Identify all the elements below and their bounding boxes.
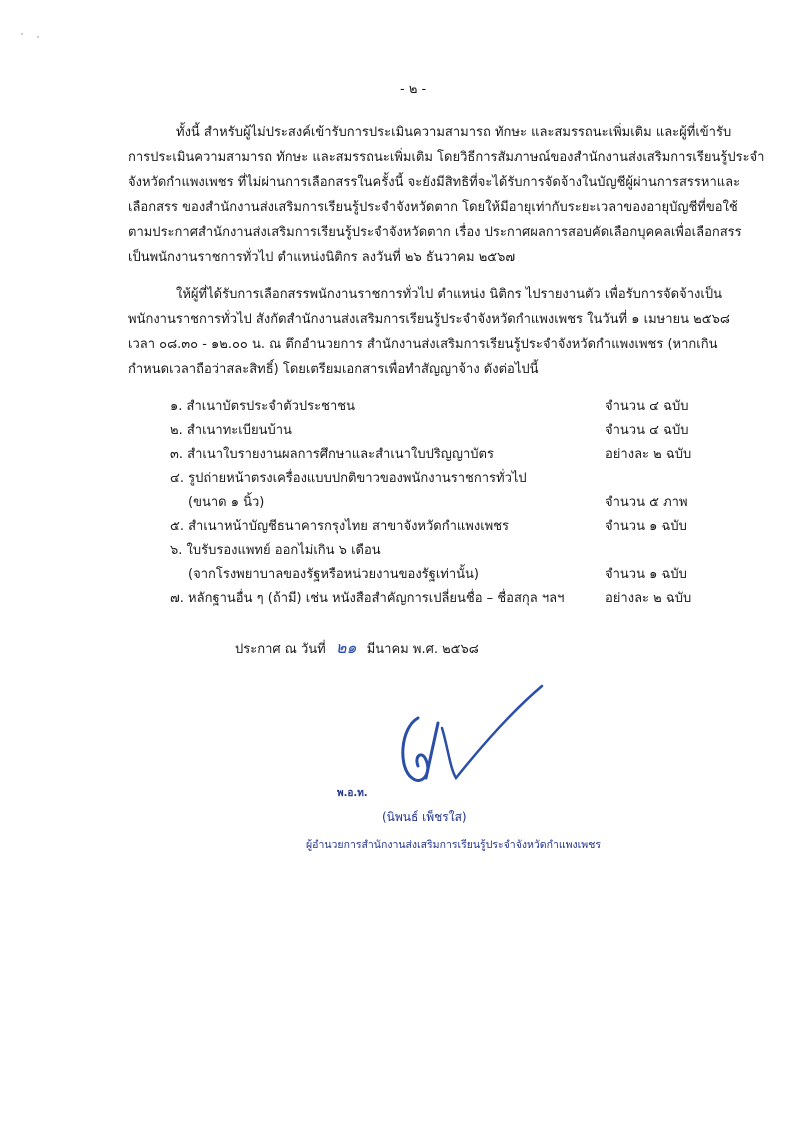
list-item: [170, 563, 710, 587]
document-quantity: จำนวน ๑ ฉบับ: [605, 519, 687, 534]
document-quantity: อย่างละ ๒ ฉบับ: [605, 447, 692, 462]
paragraph-line: จังหวัดกำแพงเพชร ที่ไม่ผ่านการเลือกสรรในครั้งนี้ จะยังมีสิทธิที่จะได้รับการจัดจ้างในบัญชีผู้ผ่านการสรรหาและ: [128, 175, 741, 190]
list-item: [170, 539, 710, 563]
document-list: [170, 395, 710, 611]
document-name: ๓. สำเนาใบรายงานผลการศึกษาและสำเนาใบปริญญาบัตร: [170, 447, 494, 462]
document-name: ๗. หลักฐานอื่น ๆ (ถ้ามี) เช่น หนังสือสำคัญการเปลี่ยนชื่อ – ชื่อสกุล ฯลฯ: [170, 591, 565, 606]
list-item: [170, 587, 710, 611]
document-name: (ขนาด ๑ นิ้ว): [188, 495, 265, 510]
paragraph-line: ทั้งนี้ สำหรับผู้ไม่ประสงค์เข้ารับการประเมินความสามารถ ทักษะ และสมรรถนะเพิ่มเติม และผู้ที่เข้ารับ: [176, 125, 732, 140]
document-quantity: อย่างละ ๒ ฉบับ: [605, 591, 692, 606]
paragraph-line: ตามประกาศสำนักงานส่งเสริมการเรียนรู้ประจำจังหวัดตาก เรื่อง ประกาศผลการสอบคัดเลือกบุคคลเพื่อเลือกสรร: [128, 225, 742, 240]
signer-name: (นิพนธ์ เพ็ชรใส): [382, 810, 467, 824]
signer-initials: พ.อ.ท.: [337, 788, 368, 799]
document-quantity: จำนวน ๕ ภาพ: [605, 495, 688, 510]
paragraph-line: การประเมินความสามารถ ทักษะ และสมรรถนะเพิ่มเติม โดยวิธีการสัมภาษณ์ของสำนักงานส่งเสริมการเรียนรู้ประจำ: [128, 150, 765, 165]
document-name: ๒. สำเนาทะเบียนบ้าน: [170, 423, 292, 438]
paragraph-line: ให้ผู้ที่ได้รับการเลือกสรรพนักงานราชการทั่วไป ตำแหน่ง นิติกร ไปรายงานตัว เพื่อรับการจัดจ้างเป็น: [176, 287, 722, 302]
paragraph-line: กำหนดเวลาถือว่าสละสิทธิ์) โดยเตรียมเอกสารเพื่อทำสัญญาจ้าง ดังต่อไปนี้: [128, 362, 539, 377]
list-item: [170, 467, 710, 491]
paragraph-eligibility: [128, 120, 765, 270]
paragraph-line: เวลา ๐๘.๓๐ - ๑๒.๐๐ น. ณ ตึกอำนวยการ สำนักงานส่งเสริมการเรียนรู้ประจำจังหวัดกำแพงเพชร (หากเกิน: [128, 337, 718, 352]
paragraph-line: เป็นพนักงานราชการทั่วไป ตำแหน่งนิติกร ลงวันที่ ๒๖ ธันวาคม ๒๕๖๗: [128, 250, 516, 265]
signature-icon: [360, 678, 560, 798]
document-name: ๑. สำเนาบัตรประจำตัวประชาชน: [170, 399, 355, 414]
list-item: [170, 419, 710, 443]
scan-mark-icon: [18, 30, 48, 40]
announcement-date: [235, 636, 479, 661]
document-quantity: จำนวน ๔ ฉบับ: [605, 423, 689, 438]
list-item: [170, 515, 710, 539]
document-name: (จากโรงพยาบาลของรัฐหรือหน่วยงานของรัฐเท่านั้น): [188, 567, 479, 582]
announce-suffix: มีนาคม พ.ศ. ๒๕๖๘: [366, 642, 479, 657]
list-item: [170, 443, 710, 467]
document-name: ๕. สำเนาหน้าบัญชีธนาคารกรุงไทย สาขาจังหวัดกำแพงเพชร: [170, 519, 510, 534]
page-number: - ๒ -: [400, 82, 427, 97]
paragraph-line: พนักงานราชการทั่วไป สังกัดสำนักงานส่งเสริมการเรียนรู้ประจำจังหวัดกำแพงเพชร ในวันที่ ๑ เมษายน ๒๕๖๘: [128, 312, 730, 327]
document-quantity: จำนวน ๑ ฉบับ: [605, 567, 687, 582]
document-quantity: จำนวน ๔ ฉบับ: [605, 399, 689, 414]
paragraph-report-instructions: [128, 282, 730, 382]
announce-day: ๒๑: [335, 638, 357, 657]
list-item: [170, 491, 710, 515]
announce-prefix: ประกาศ ณ วันที่: [235, 642, 326, 657]
paragraph-line: เลือกสรร ของสำนักงานส่งเสริมการเรียนรู้ประจำจังหวัดตาก โดยให้มีอายุเท่ากับระยะเวลาของอายุบัญชีที่ขอใช้: [128, 200, 738, 215]
list-item: [170, 395, 710, 419]
signer-title: ผู้อำนวยการสำนักงานส่งเสริมการเรียนรู้ประจำจังหวัดกำแพงเพชร: [306, 839, 601, 851]
document-name: ๔. รูปถ่ายหน้าตรงเครื่องแบบปกติขาวของพนักงานราชการทั่วไป: [170, 471, 527, 486]
document-name: ๖. ใบรับรองแพทย์ ออกไม่เกิน ๖ เดือน: [170, 543, 381, 558]
